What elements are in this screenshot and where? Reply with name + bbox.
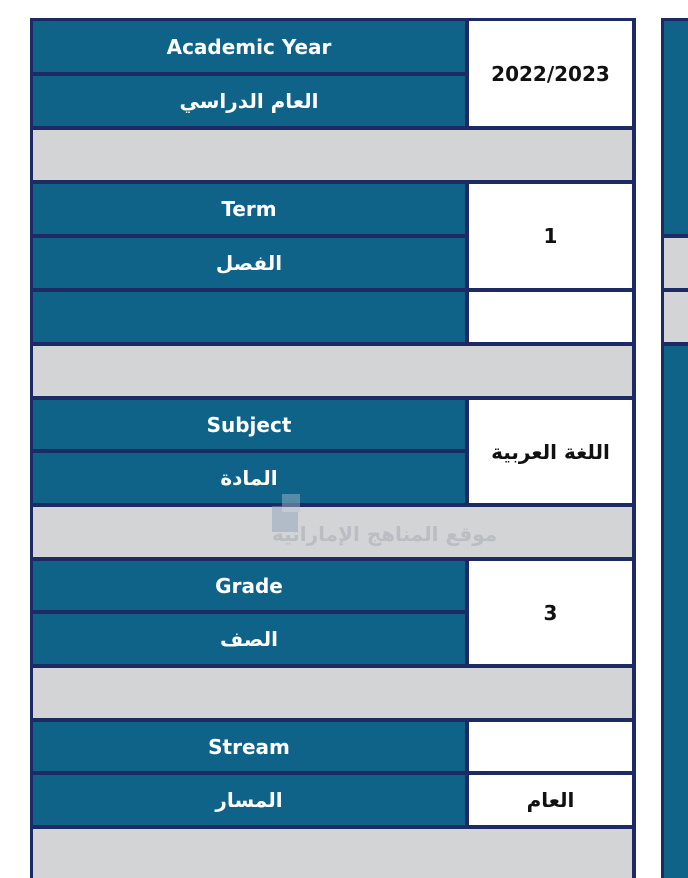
grade-label-en: Grade — [33, 561, 465, 610]
edge-label-cell — [664, 21, 688, 234]
empty-value-cell — [469, 292, 632, 342]
edge-gap-cell — [664, 238, 688, 288]
term-value: 1 — [469, 184, 632, 288]
stream-value-empty — [469, 722, 632, 771]
subject-label-en: Subject — [33, 400, 465, 449]
spacer-row — [33, 829, 632, 878]
term-label-en: Term — [33, 184, 465, 234]
subject-label-ar: المادة — [33, 453, 465, 503]
grade-value: 3 — [469, 561, 632, 664]
spacer-row — [33, 346, 632, 396]
edge-label-cell — [664, 346, 688, 878]
subject-value: اللغة العربية — [469, 400, 632, 503]
info-table — [30, 18, 636, 878]
watermark-text: موقع المناهج الإماراتية — [272, 522, 498, 546]
academic-year-value: 2022/2023 — [469, 21, 632, 126]
academic-year-label-ar: العام الدراسي — [33, 76, 465, 126]
spacer-row — [33, 130, 632, 180]
stream-label-ar: المسار — [33, 775, 465, 825]
spacer-row — [33, 668, 632, 718]
edge-gap-cell — [664, 292, 688, 342]
adjacent-table-edge — [661, 18, 688, 878]
term-label-ar: الفصل — [33, 238, 465, 288]
watermark-square-icon — [282, 494, 300, 512]
stream-value: العام — [469, 775, 632, 825]
empty-label-cell — [33, 292, 465, 342]
academic-year-label-en: Academic Year — [33, 21, 465, 72]
watermark-logo — [268, 492, 498, 562]
grade-label-ar: الصف — [33, 614, 465, 664]
stream-label-en: Stream — [33, 722, 465, 771]
